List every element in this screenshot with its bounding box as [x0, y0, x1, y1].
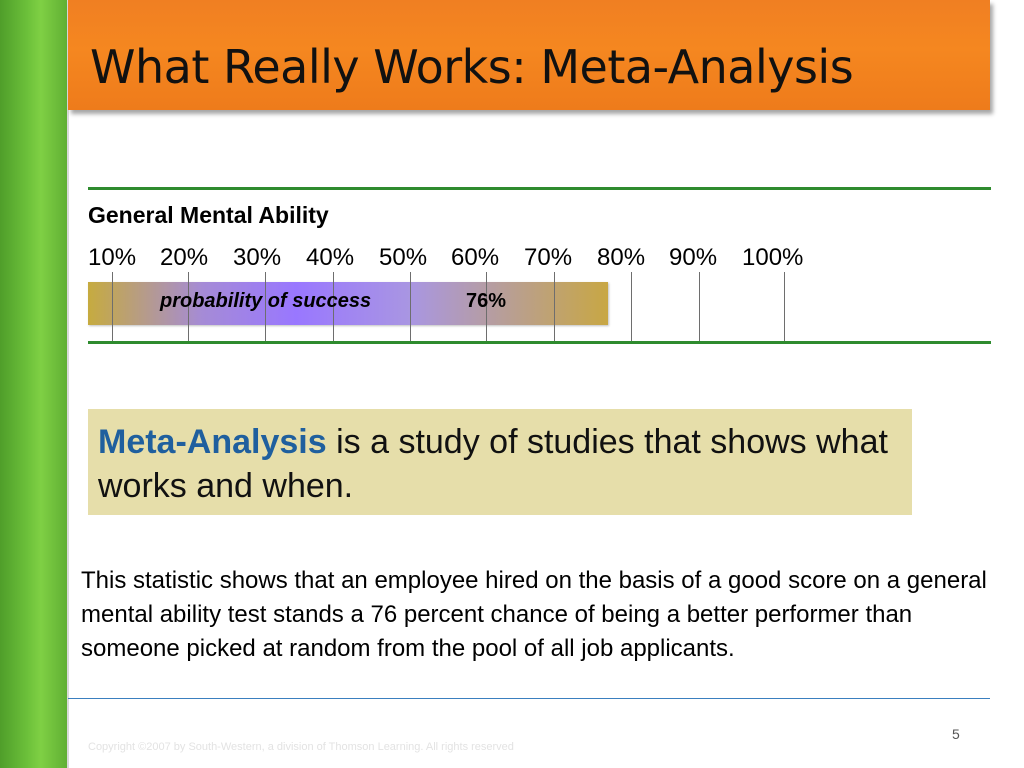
left-bar-divider	[67, 0, 69, 768]
tick-label: 100%	[742, 244, 804, 271]
explanation-paragraph: This statistic shows that an employee hired on the basis of a good score on a general mental ability test stands a 76 percent chance of being a better performer than someone picked at random from the pool of all job applicants.	[81, 567, 987, 662]
tick-label: 50%	[379, 244, 428, 271]
tick-label: 20%	[160, 244, 209, 271]
grid-line	[699, 272, 700, 342]
page-number: 5	[952, 726, 960, 742]
tick-label: 30%	[233, 244, 282, 271]
chart-title: General Mental Ability	[88, 202, 329, 228]
left-decorative-bar	[0, 0, 68, 768]
definition-text	[98, 420, 898, 508]
definition-term: Meta-Analysis	[98, 423, 327, 461]
grid-line	[554, 272, 555, 342]
bar-value-label: 76%	[466, 290, 507, 312]
grid-line	[112, 272, 113, 342]
tick-label: 10%	[88, 244, 137, 271]
footer-rule	[68, 698, 990, 699]
tick-label: 40%	[306, 244, 355, 271]
copyright-notice: Copyright ©2007 by South-Western, a division of Thomson Learning. All rights reserved	[88, 741, 514, 753]
tick-label: 70%	[524, 244, 573, 271]
chart-top-rule	[88, 187, 991, 190]
tick-label: 90%	[669, 244, 718, 271]
tick-label: 60%	[451, 244, 500, 271]
chart-bottom-rule	[88, 341, 991, 344]
grid-line	[631, 272, 632, 342]
tick-label: 80%	[597, 244, 646, 271]
grid-line	[410, 272, 411, 342]
definition-rest: is a study of studies that shows what works and when.	[98, 423, 888, 505]
bar-label: probability of success	[160, 290, 372, 312]
slide-title: What Really Works: Meta-Analysis	[90, 40, 854, 94]
grid-line	[784, 272, 785, 342]
